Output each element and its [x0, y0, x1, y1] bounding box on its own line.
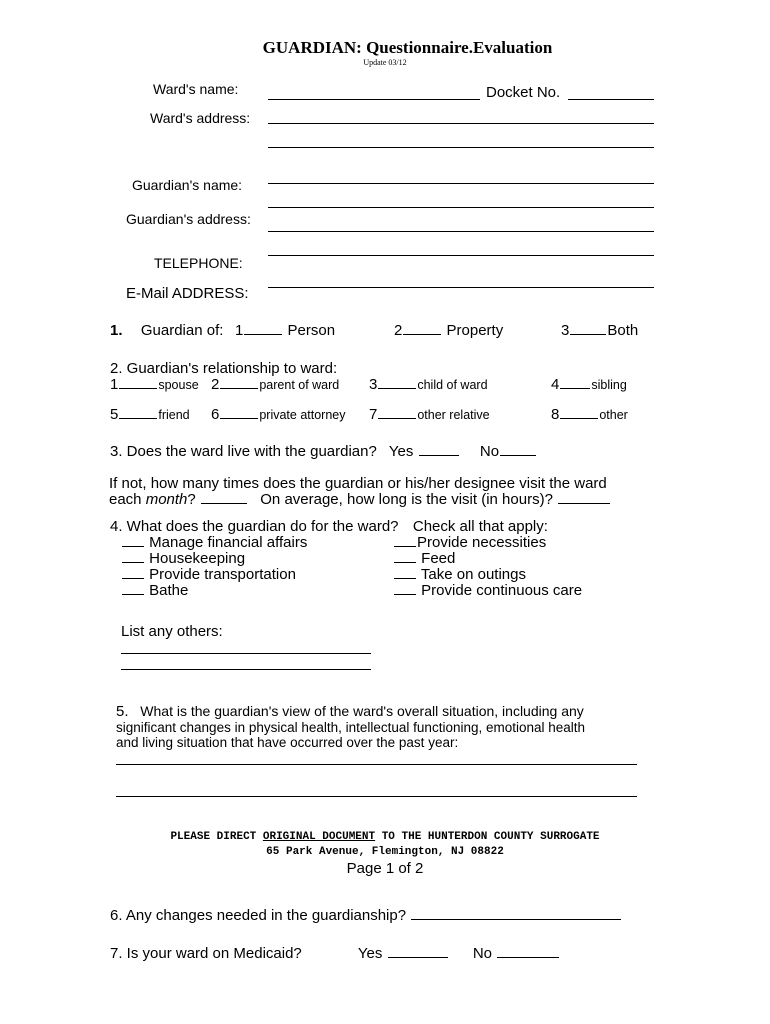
ward-address-line-2[interactable]	[268, 147, 654, 148]
q3-row	[110, 443, 537, 460]
q2-option-4[interactable]	[551, 376, 627, 394]
q4-right-item-3-text: Take on outings	[420, 566, 526, 583]
q3-followup-line2	[109, 491, 611, 508]
q3-followup-hours: On average, how long is the visit (in hours)?	[260, 491, 553, 508]
q4-right-item-4[interactable]	[393, 582, 582, 599]
q7-question: 7. Is your ward on Medicaid?	[110, 945, 302, 962]
q4-header	[110, 518, 548, 535]
q1-colon: :	[219, 322, 224, 339]
q3-no[interactable]: No	[479, 443, 500, 460]
q2-option-5-text: friend	[158, 408, 190, 422]
q7-yes[interactable]: Yes	[357, 945, 383, 962]
q2-option-6-num: 6	[211, 406, 220, 423]
q4-left-item-1-text: Manage financial affairs	[149, 534, 308, 551]
q7-yes-blank[interactable]	[388, 956, 448, 958]
q2-option-2-text: parent of ward	[259, 378, 340, 392]
q1-row	[110, 322, 223, 339]
q4-others-line-2[interactable]	[121, 669, 371, 670]
guardian-name-line[interactable]	[268, 183, 654, 184]
q3-yes[interactable]: Yes	[388, 443, 414, 460]
q2-title: 2. Guardian's relationship to ward:	[110, 360, 338, 377]
q2-option-4-text: sibling	[591, 378, 627, 392]
direct-notice	[0, 831, 770, 843]
q2-option-4-num: 4	[551, 376, 560, 393]
q2-option-6[interactable]	[211, 406, 346, 424]
q2-option-8-num: 8	[551, 406, 560, 423]
q4-left-item-4-text: Bathe	[149, 582, 189, 599]
q1-number: 1.	[110, 322, 123, 339]
q5-number: 5.	[116, 703, 129, 720]
q2-option-1-text: spouse	[158, 378, 199, 392]
ward-name-label: Ward's name:	[153, 81, 239, 97]
q3-hours-blank[interactable]	[558, 502, 610, 504]
q6-answer-blank[interactable]	[411, 918, 621, 920]
ward-address-line-1[interactable]	[268, 123, 654, 124]
direct-pre: PLEASE DIRECT	[170, 831, 263, 843]
q1-option-1-text: Person	[287, 322, 336, 339]
q3-yes-blank[interactable]	[419, 454, 459, 456]
q2-option-5-num: 5	[110, 406, 119, 423]
ward-name-line[interactable]	[268, 99, 480, 100]
q2-option-3[interactable]	[369, 376, 488, 394]
q4-left-item-2-text: Housekeeping	[149, 550, 246, 567]
q4-right-item-2[interactable]	[393, 550, 455, 567]
q1-option-2-num: 2	[394, 322, 403, 339]
q2-option-1-num: 1	[110, 376, 119, 393]
q7-no[interactable]: No	[472, 945, 493, 962]
surrogate-address: 65 Park Avenue, Flemington, NJ 08822	[266, 846, 504, 858]
q2-option-5[interactable]	[110, 406, 190, 424]
q6-row	[110, 907, 622, 924]
telephone-line[interactable]	[268, 255, 654, 256]
docket-no-label: Docket No.	[486, 84, 561, 101]
q5-bold: What is the guardian's view of the ward's overall situation	[140, 703, 495, 719]
q4-left-item-3[interactable]	[121, 566, 296, 583]
q5-answer-line-1[interactable]	[116, 764, 637, 765]
q4-left-item-3-text: Provide transportation	[149, 566, 296, 583]
q4-instruction: Check all that apply:	[412, 518, 548, 535]
q4-right-item-1[interactable]	[393, 534, 546, 551]
q2-option-3-num: 3	[369, 376, 378, 393]
q3-question: 3. Does the ward live with the guardian?	[110, 443, 377, 460]
q3-no-blank[interactable]	[500, 454, 536, 456]
q4-left-item-4[interactable]	[121, 582, 188, 599]
q5-line1-rest: , including any	[494, 703, 584, 719]
page-title: GUARDIAN: Questionnaire.Evaluation	[262, 38, 553, 57]
guardian-name-label: Guardian's name:	[132, 177, 243, 193]
q4-others-label: List any others:	[121, 623, 223, 640]
q6-question: 6. Any changes needed in the guardianship?	[110, 907, 407, 924]
q2-option-6-text: private attorney	[259, 408, 346, 422]
email-line[interactable]	[268, 287, 654, 288]
q1-option-1-num: 1	[235, 322, 244, 339]
guardian-address-label: Guardian's address:	[126, 211, 251, 227]
direct-underlined: ORIGINAL DOCUMENT	[262, 831, 376, 843]
docket-no-line[interactable]	[568, 99, 654, 100]
q4-question: 4. What does the guardian do for the ward?	[110, 518, 399, 535]
q2-option-3-text: child of ward	[417, 378, 488, 392]
email-label: E-Mail ADDRESS:	[126, 285, 249, 302]
q3-visits-blank[interactable]	[201, 502, 247, 504]
q4-right-item-2-text: Feed	[421, 550, 456, 567]
q7-row	[110, 945, 560, 962]
q2-option-2-num: 2	[211, 376, 220, 393]
page-number: Page 1 of 2	[346, 860, 424, 877]
q5-line1	[116, 703, 584, 720]
q5-line2: significant changes in physical health, intellectual functioning, emotional health	[116, 720, 586, 735]
q2-option-7[interactable]	[369, 406, 490, 424]
q3-followup-q: ?	[187, 491, 196, 508]
q1-option-1[interactable]	[235, 322, 335, 339]
q2-option-1[interactable]	[110, 376, 199, 394]
q2-option-7-num: 7	[369, 406, 378, 423]
q1-option-2-text: Property	[446, 322, 504, 339]
direct-post: TO THE HUNTERDON COUNTY SURROGATE	[375, 831, 600, 843]
q3-followup-each: each	[109, 491, 142, 508]
q5-line3: and living situation that have occurred over the past year:	[116, 735, 459, 750]
q4-others-line-1[interactable]	[121, 653, 371, 654]
q3-followup-line1: If not, how many times does the guardian or his/her designee visit the ward	[109, 475, 607, 492]
q4-right-item-4-text: Provide continuous care	[421, 582, 583, 599]
q4-left-item-2[interactable]	[121, 550, 245, 567]
q1-option-2[interactable]	[394, 322, 503, 339]
q2-option-8-text: other	[599, 408, 628, 422]
q2-option-7-text: other relative	[417, 408, 490, 422]
q2-option-2[interactable]	[211, 376, 339, 394]
update-note: Update 03/12	[363, 58, 407, 67]
guardian-address-line-1[interactable]	[268, 207, 654, 208]
q4-left-item-1[interactable]	[121, 534, 307, 551]
q1-label: Guardian of	[140, 322, 220, 339]
q7-no-blank[interactable]	[497, 956, 559, 958]
q1-option-3-text: Both	[607, 322, 639, 339]
q3-followup-month: month	[145, 491, 188, 508]
q1-option-3-num: 3	[561, 322, 570, 339]
q4-right-item-3[interactable]	[393, 566, 526, 583]
telephone-label: TELEPHONE:	[154, 255, 243, 271]
q5-answer-line-2[interactable]	[116, 796, 637, 797]
guardian-address-line-2[interactable]	[268, 231, 654, 232]
q1-option-3[interactable]	[561, 322, 638, 339]
ward-address-label: Ward's address:	[150, 110, 251, 126]
q2-option-8[interactable]	[551, 406, 628, 424]
q4-right-item-1-text: Provide necessities	[417, 534, 547, 551]
